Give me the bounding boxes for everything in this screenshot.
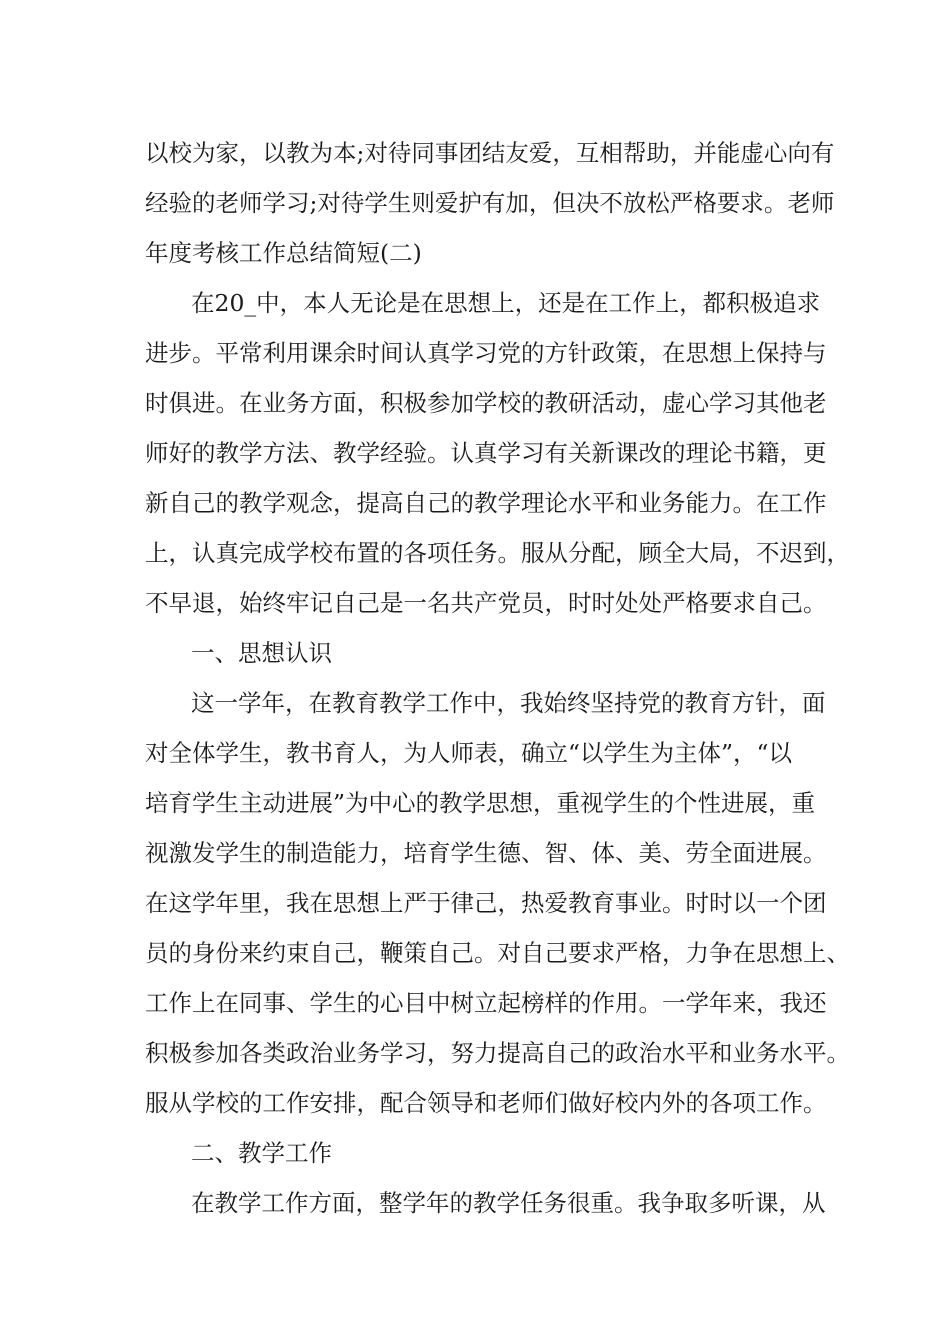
text-line: 在这学年里，我在思想上严于律己，热爱教育事业。时时以一个团 xyxy=(145,889,827,917)
text-line: 服从学校的工作安排，配合领导和老师们做好校内外的各项工作。 xyxy=(145,1089,827,1117)
text-line: 这一学年，在教育教学工作中，我始终坚持党的教育方针，面 xyxy=(191,689,826,717)
text-line: 经验的老师学习;对待学生则爱护有加，但决不放松严格要求。老师 xyxy=(145,189,835,217)
text-line: 员的身份来约束自己，鞭策自己。对自己要求严格，力争在思想上、 xyxy=(145,939,850,967)
text-line: 不早退，始终牢记自己是一名共产党员，时时处处严格要求自己。 xyxy=(145,589,827,617)
text-line: 一、思想认识 xyxy=(191,639,332,667)
text-line: 对全体学生，教书育人，为人师表，确立“以学生为主体”，“以 xyxy=(145,739,793,767)
text-line: 积极参加各类政治业务学习，努力提高自己的政治水平和业务水平。 xyxy=(145,1039,850,1067)
text-line: 进步。平常利用课余时间认真学习党的方针政策，在思想上保持与 xyxy=(145,339,827,367)
text-line: 二、教学工作 xyxy=(191,1139,332,1167)
text-line: 时俱进。在业务方面，积极参加学校的教研活动，虚心学习其他老 xyxy=(145,389,827,417)
text-line: 师好的教学方法、教学经验。认真学习有关新课改的理论书籍，更 xyxy=(145,439,827,467)
document-body xyxy=(145,128,850,1228)
text-line: 年度考核工作总结简短(二) xyxy=(145,239,422,267)
text-line: 以校为家，以教为本;对待同事团结友爱，互相帮助，并能虚心向有 xyxy=(145,139,835,167)
text-line: 上，认真完成学校布置的各项任务。服从分配，顾全大局，不迟到， xyxy=(145,539,850,567)
text-line: 在教学工作方面，整学年的教学任务很重。我争取多听课，从 xyxy=(191,1189,826,1217)
text-line: 在20_中，本人无论是在思想上，还是在工作上，都积极追求 xyxy=(191,289,821,317)
text-line: 培育学生主动进展”为中心的教学思想，重视学生的个性进展，重 xyxy=(145,789,816,817)
text-line: 新自己的教学观念，提高自己的教学理论水平和业务能力。在工作 xyxy=(145,489,827,517)
text-line: 视激发学生的制造能力，培育学生德、智、体、美、劳全面进展。 xyxy=(145,839,827,867)
text-line: 工作上在同事、学生的心目中树立起榜样的作用。一学年来，我还 xyxy=(145,989,827,1017)
